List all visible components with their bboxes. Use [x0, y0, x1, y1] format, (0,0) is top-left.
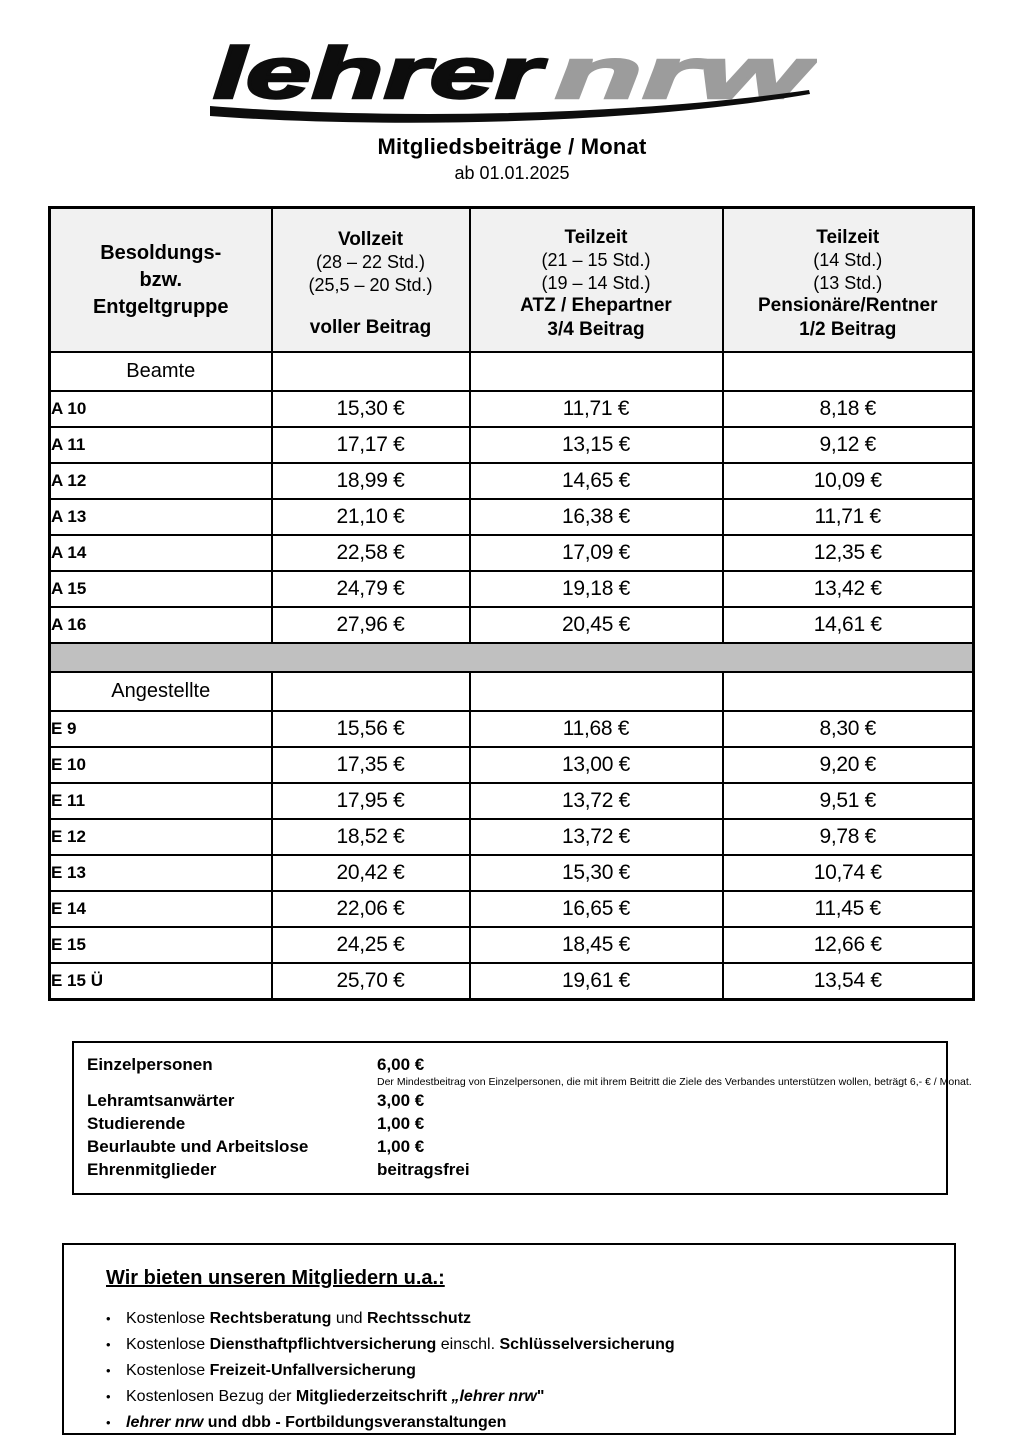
benefit-text-segment: Diensthaftpflichtversicherung	[209, 1336, 437, 1353]
group-label: A 15	[50, 571, 272, 607]
fee-value: 15,30 €	[470, 855, 723, 891]
special-fee-row	[87, 1112, 946, 1135]
benefit-item	[106, 1306, 954, 1332]
special-fee-label: Lehramtsanwärter	[87, 1091, 235, 1110]
benefit-item	[106, 1384, 954, 1410]
benefit-text	[126, 1358, 416, 1384]
bullet-icon: •	[106, 1415, 111, 1430]
benefit-text	[126, 1410, 506, 1436]
header-hours: (21 – 15 Std.)	[541, 250, 651, 270]
logo-text-lehrer: lehrer	[213, 36, 548, 114]
fee-value: 27,96 €	[272, 607, 470, 643]
group-label: A 13	[50, 499, 272, 535]
group-label: E 9	[50, 711, 272, 747]
group-label: A 12	[50, 463, 272, 499]
fee-value: 17,17 €	[272, 427, 470, 463]
benefits-heading: Wir bieten unseren Mitgliedern u.a.:	[106, 1267, 445, 1289]
special-fee-label: Beurlaubte und Arbeitslose	[87, 1137, 309, 1156]
empty-cell	[272, 352, 470, 391]
fee-value: 8,18 €	[723, 391, 974, 427]
fee-value: 9,51 €	[723, 783, 974, 819]
fee-value: 14,65 €	[470, 463, 723, 499]
fee-value: 13,42 €	[723, 571, 974, 607]
header-besoldungsgruppe	[50, 208, 272, 353]
group-label: E 14	[50, 891, 272, 927]
fee-value: 13,72 €	[470, 783, 723, 819]
special-fee-row	[87, 1158, 946, 1181]
table-header-row	[50, 208, 974, 353]
special-fee-value: 1,00 €	[377, 1137, 425, 1156]
benefit-text-segment: Schlüsselversicherung	[499, 1336, 675, 1353]
group-label: A 16	[50, 607, 272, 643]
section-header-row	[50, 352, 974, 391]
fee-row	[50, 891, 974, 927]
benefit-text-segment: Rechtsberatung	[209, 1310, 332, 1327]
fee-value: 18,45 €	[470, 927, 723, 963]
header-title: Vollzeit	[337, 229, 404, 250]
benefit-item	[106, 1410, 954, 1436]
header-title: Teilzeit	[564, 227, 628, 248]
benefit-text-segment: Kostenlosen Bezug der	[126, 1388, 296, 1405]
special-fee-row	[87, 1089, 946, 1112]
empty-cell	[470, 672, 723, 711]
benefit-text	[126, 1306, 471, 1332]
group-label: A 11	[50, 427, 272, 463]
benefit-text-segment: Freizeit-Unfallversicherung	[209, 1362, 416, 1379]
fee-row	[50, 783, 974, 819]
group-label: E 10	[50, 747, 272, 783]
fee-value: 12,66 €	[723, 927, 974, 963]
header-beitrag: voller Beitrag	[309, 317, 432, 338]
fee-row	[50, 499, 974, 535]
fee-value: 25,70 €	[272, 963, 470, 1000]
fee-value: 13,15 €	[470, 427, 723, 463]
header-beitrag: 3/4 Beitrag	[547, 319, 645, 340]
benefit-text-segment: Kostenlose	[126, 1362, 210, 1379]
fee-value: 13,72 €	[470, 819, 723, 855]
fee-value: 22,06 €	[272, 891, 470, 927]
fee-value: 20,42 €	[272, 855, 470, 891]
special-fee-value: 3,00 €	[377, 1091, 425, 1110]
fee-value: 8,30 €	[723, 711, 974, 747]
fee-row	[50, 747, 974, 783]
bullet-icon: •	[106, 1311, 111, 1326]
header-title: Teilzeit	[816, 227, 880, 248]
header-hours: (19 – 14 Std.)	[541, 273, 651, 293]
fee-value: 15,30 €	[272, 391, 470, 427]
special-fee-value: 6,00 €	[377, 1055, 425, 1074]
fee-value: 17,09 €	[470, 535, 723, 571]
special-fee-value: beitragsfrei	[377, 1160, 470, 1179]
header-vollzeit	[272, 208, 470, 353]
group-label: E 11	[50, 783, 272, 819]
fee-value: 18,99 €	[272, 463, 470, 499]
fee-row	[50, 963, 974, 1000]
fee-value: 13,00 €	[470, 747, 723, 783]
header-line: Entgeltgruppe	[92, 295, 229, 318]
fee-row	[50, 819, 974, 855]
section-label: Beamte	[50, 352, 272, 391]
fee-value: 18,52 €	[272, 819, 470, 855]
fee-row	[50, 391, 974, 427]
fee-row	[50, 711, 974, 747]
fee-value: 24,25 €	[272, 927, 470, 963]
benefit-text-segment: lehrer nrw	[126, 1414, 204, 1431]
header-hours: (25,5 – 20 Std.)	[308, 275, 433, 295]
header-hours: (28 – 22 Std.)	[315, 252, 426, 272]
logo-text-nrw: nrw	[555, 36, 817, 114]
special-fee-row	[87, 1135, 946, 1158]
group-label: E 15 Ü	[50, 963, 272, 1000]
fee-value: 10,74 €	[723, 855, 974, 891]
fee-value: 12,35 €	[723, 535, 974, 571]
section-separator	[50, 643, 974, 672]
fee-value: 14,61 €	[723, 607, 974, 643]
header-group-label: ATZ / Ehepartner	[520, 295, 672, 316]
group-label: E 13	[50, 855, 272, 891]
separator-bar	[50, 643, 974, 672]
bullet-icon: •	[106, 1389, 111, 1404]
fee-value: 24,79 €	[272, 571, 470, 607]
logo-graphic	[207, 36, 817, 130]
benefit-text-segment: „lehrer nrw	[451, 1388, 537, 1405]
fee-row	[50, 571, 974, 607]
fee-value: 11,45 €	[723, 891, 974, 927]
fee-value: 10,09 €	[723, 463, 974, 499]
fee-value: 17,35 €	[272, 747, 470, 783]
fee-value: 13,54 €	[723, 963, 974, 1000]
bullet-icon: •	[106, 1363, 111, 1378]
special-fee-row	[87, 1053, 946, 1076]
section-header-row	[50, 672, 974, 711]
fee-row	[50, 535, 974, 571]
benefit-text-segment: Rechtsschutz	[367, 1310, 472, 1327]
benefit-text-segment: und	[331, 1310, 367, 1327]
benefit-text	[126, 1332, 675, 1358]
benefit-text-segment: "	[536, 1388, 545, 1405]
special-fee-label: Studierende	[87, 1114, 186, 1133]
fee-row	[50, 427, 974, 463]
benefit-item	[106, 1332, 954, 1358]
fee-value: 9,20 €	[723, 747, 974, 783]
fee-value: 9,12 €	[723, 427, 974, 463]
special-fee-value: 1,00 €	[377, 1114, 425, 1133]
benefit-text-segment: einschl.	[436, 1336, 500, 1353]
special-fee-label: Einzelpersonen	[87, 1055, 213, 1074]
header-group-label: Pensionäre/Rentner	[758, 295, 938, 316]
group-label: A 10	[50, 391, 272, 427]
fee-value: 9,78 €	[723, 819, 974, 855]
fee-row	[50, 927, 974, 963]
fee-row	[50, 855, 974, 891]
header-hours: (13 Std.)	[813, 273, 883, 293]
membership-fee-table	[48, 206, 975, 1001]
benefit-text-segment: Kostenlose	[126, 1310, 210, 1327]
special-fee-label: Ehrenmitglieder	[87, 1160, 217, 1179]
header-beitrag: 1/2 Beitrag	[799, 319, 897, 340]
empty-cell	[723, 672, 974, 711]
fee-value: 16,38 €	[470, 499, 723, 535]
header-teilzeit-atz	[470, 208, 723, 353]
empty-cell	[470, 352, 723, 391]
benefit-text-segment: und dbb - Fortbildungsveranstaltungen	[203, 1414, 507, 1431]
valid-from-date: ab 01.01.2025	[454, 163, 570, 183]
fee-value: 16,65 €	[470, 891, 723, 927]
group-label: E 15	[50, 927, 272, 963]
header-teilzeit-pensionaere	[723, 208, 974, 353]
header-hours: (14 Std.)	[813, 250, 883, 270]
benefits-box	[62, 1243, 956, 1435]
benefit-text	[126, 1384, 544, 1410]
section-label: Angestellte	[50, 672, 272, 711]
minimum-fee-note: Der Mindestbeitrag von Einzelpersonen, die mit ihrem Beitritt die Ziele des Verbandes unterstützen wollen, beträgt 6,- € / Monat.	[377, 1076, 972, 1088]
fee-value: 15,56 €	[272, 711, 470, 747]
fee-value: 11,71 €	[470, 391, 723, 427]
fee-value: 19,61 €	[470, 963, 723, 1000]
fee-row	[50, 607, 974, 643]
empty-cell	[723, 352, 974, 391]
fee-row	[50, 463, 974, 499]
fee-value: 11,68 €	[470, 711, 723, 747]
fee-value: 11,71 €	[723, 499, 974, 535]
fee-value: 21,10 €	[272, 499, 470, 535]
empty-cell	[272, 672, 470, 711]
page-title: Mitgliedsbeiträge / Monat	[377, 134, 647, 159]
header-line: Besoldungs-	[100, 241, 222, 264]
benefit-item	[106, 1358, 954, 1384]
fee-value: 20,45 €	[470, 607, 723, 643]
header-line: bzw.	[139, 268, 183, 291]
special-fees-box	[72, 1041, 972, 1195]
benefit-text-segment: Kostenlose	[126, 1336, 210, 1353]
group-label: A 14	[50, 535, 272, 571]
fee-value: 17,95 €	[272, 783, 470, 819]
group-label: E 12	[50, 819, 272, 855]
benefit-text-segment: Mitgliederzeitschrift	[295, 1388, 452, 1405]
fee-value: 22,58 €	[272, 535, 470, 571]
lehrer-nrw-logo	[207, 0, 817, 130]
bullet-icon: •	[106, 1337, 111, 1352]
benefits-list	[106, 1306, 954, 1436]
fee-value: 19,18 €	[470, 571, 723, 607]
